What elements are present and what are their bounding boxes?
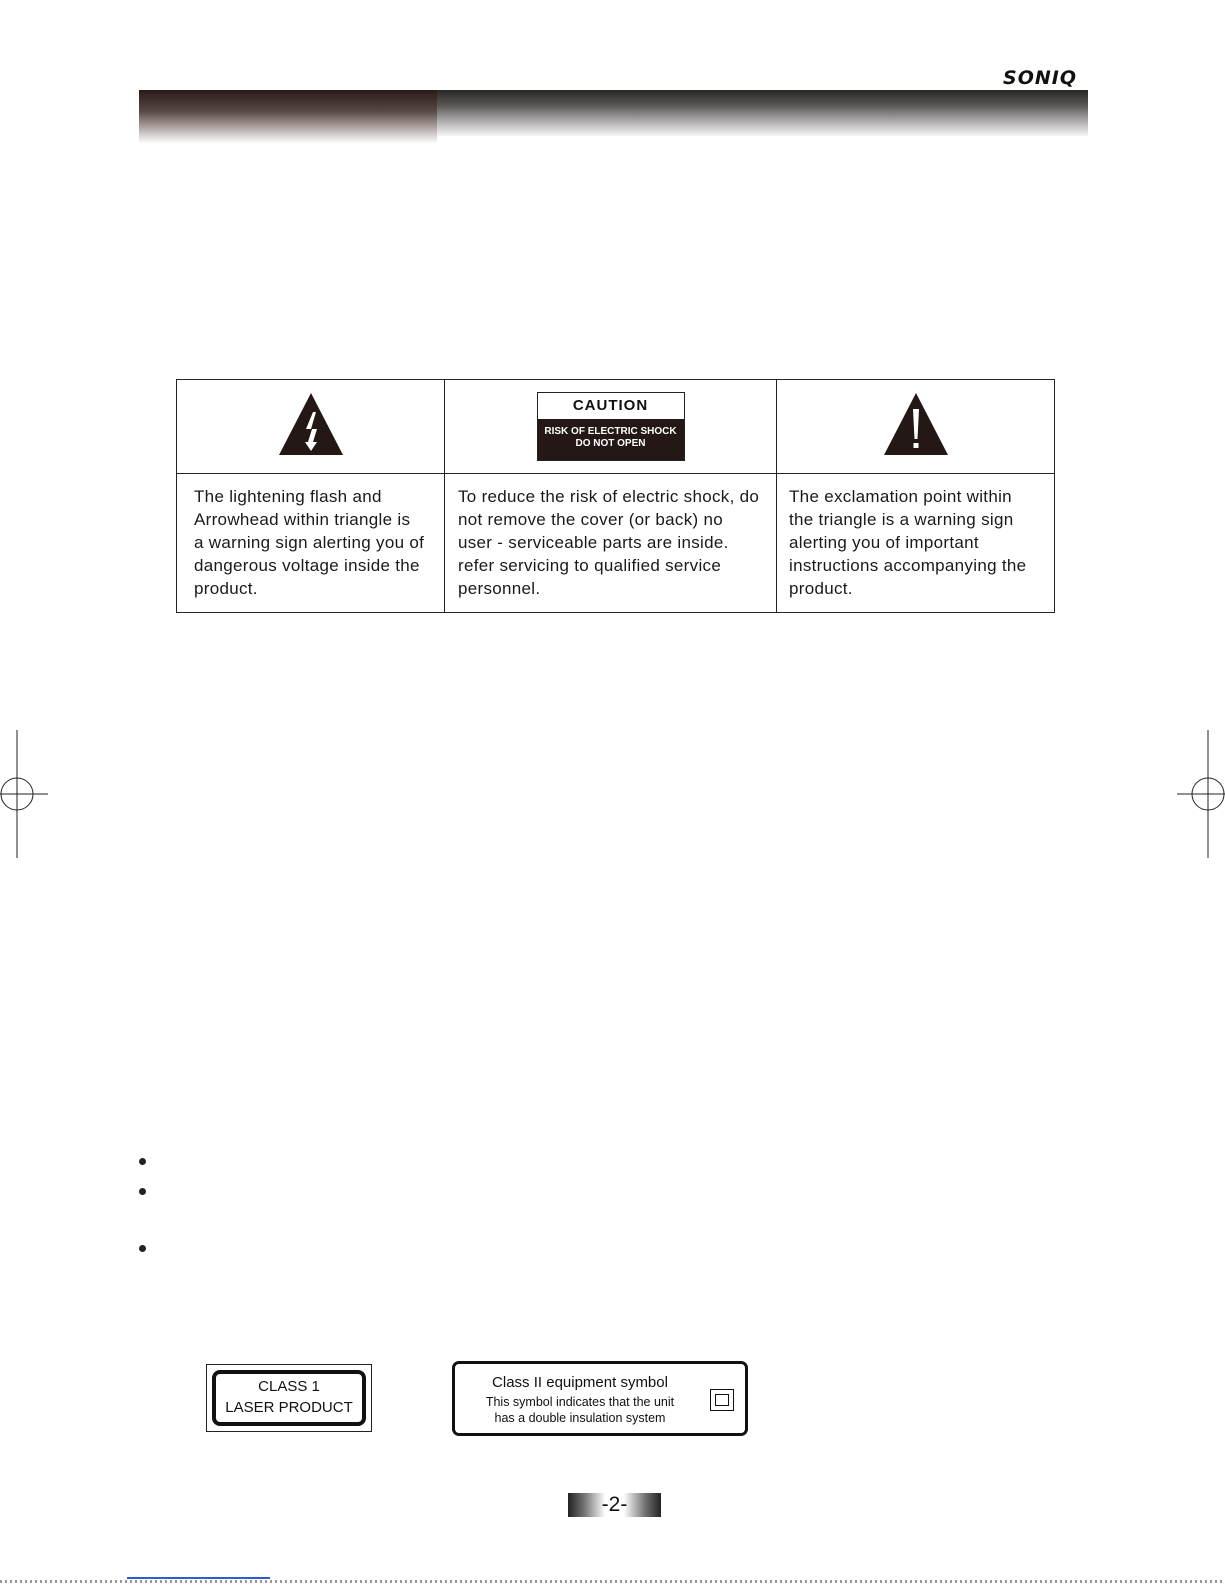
class-ii-title: Class II equipment symbol xyxy=(492,1374,668,1391)
lightning-description xyxy=(177,474,445,613)
laser-label-line-2: LASER PRODUCT xyxy=(225,1399,353,1416)
lightning-warning-icon xyxy=(277,391,345,457)
description-line: refer servicing to qualified service xyxy=(458,556,722,575)
bullet-point xyxy=(139,1245,146,1252)
laser-label-inner xyxy=(212,1370,366,1426)
description-line: not remove the cover (or back) no xyxy=(458,510,724,529)
description-line: The exclamation point within xyxy=(789,487,1012,506)
description-line: a warning sign alerting you of xyxy=(194,533,425,552)
registration-mark-left-icon xyxy=(0,730,48,858)
class-ii-line-1: This symbol indicates that the unit xyxy=(485,1395,675,1409)
description-line: To reduce the risk of electric shock, do xyxy=(458,487,760,506)
exclamation-warning-icon xyxy=(882,391,950,457)
class-ii-description xyxy=(455,1394,705,1426)
caution-title: CAUTION xyxy=(538,393,684,419)
description-line: product. xyxy=(194,579,258,598)
description-line: instructions accompanying the xyxy=(789,556,1027,575)
description-line: Arrowhead within triangle is xyxy=(194,510,411,529)
registration-mark-right-icon xyxy=(1177,730,1225,858)
bottom-link-underline xyxy=(127,1577,270,1579)
lightning-cell xyxy=(177,380,445,474)
section-header-bar xyxy=(139,90,437,144)
description-line: product. xyxy=(789,579,853,598)
description-line: alerting you of important xyxy=(789,533,979,552)
header-rule-bar xyxy=(437,90,1088,136)
caution-line-2: DO NOT OPEN xyxy=(575,438,646,449)
exclamation-cell xyxy=(777,380,1055,474)
description-line: user - serviceable parts are inside. xyxy=(458,533,729,552)
class-ii-equipment-label xyxy=(452,1361,748,1436)
bottom-dotted-border xyxy=(0,1580,1225,1583)
double-insulation-icon xyxy=(710,1389,734,1411)
caution-description xyxy=(445,474,777,613)
laser-product-label xyxy=(206,1364,372,1432)
description-line: the triangle is a warning sign xyxy=(789,510,1014,529)
caution-line-1: RISK OF ELECTRIC SHOCK xyxy=(544,426,677,437)
bullet-point xyxy=(139,1188,146,1195)
caution-cell xyxy=(445,380,777,474)
caution-label xyxy=(537,392,685,461)
warning-symbols-table xyxy=(176,379,1055,613)
class-ii-line-2: has a double insulation system xyxy=(494,1411,666,1425)
exclamation-description xyxy=(777,474,1055,613)
description-line: dangerous voltage inside the xyxy=(194,556,420,575)
page-number: -2- xyxy=(568,1493,661,1517)
description-line: personnel. xyxy=(458,579,541,598)
description-line: The lightening flash and xyxy=(194,487,382,506)
bullet-point xyxy=(139,1158,146,1165)
caution-subtext xyxy=(538,419,684,460)
brand-logo: SONIQ xyxy=(1003,67,1077,89)
laser-label-line-1: CLASS 1 xyxy=(258,1378,320,1395)
